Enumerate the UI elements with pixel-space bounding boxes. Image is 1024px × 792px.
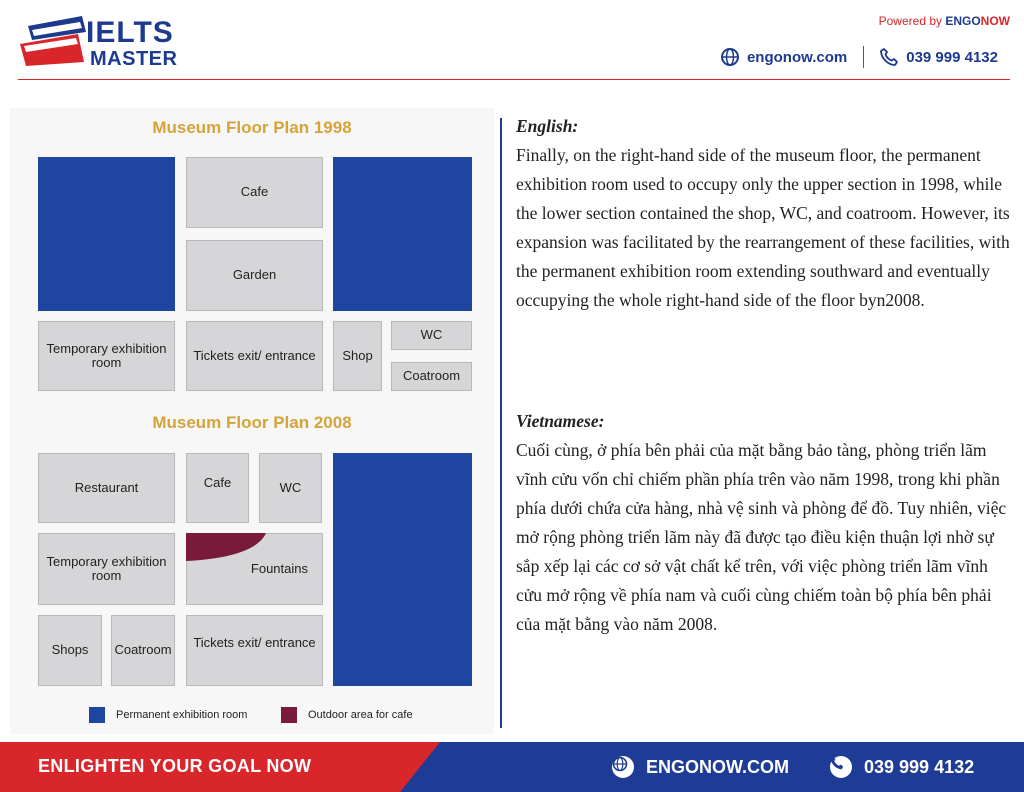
vietnamese-section	[516, 407, 1010, 639]
plan-1998-title: Museum Floor Plan 1998	[152, 118, 352, 137]
permanent-room-left-1998	[38, 157, 175, 311]
vietnamese-paragraph: Cuối cùng, ở phía bên phải của mặt bằng bảo tàng, phòng triển lãm vĩnh cửu vốn chỉ chiếm phần phía trên vào năm 1998, trong khi phần phía dưới chứa cửa hàng, nhà vệ sinh và phòng để đồ. Tuy nhiên, việc mở rộng phòng triển lãm này đã được tạo điều kiện thuận lợi nhờ sự sắp xếp lại các cơ sở vật chất kể trên, với việc phòng triển lãm vĩnh cửu mở rộng về phía nam và cuối cùng chiếm toàn bộ phía bên phải của mặt bằng vào năm 2008.	[516, 440, 1007, 634]
footer-phone-label: 039 999 4132	[864, 756, 975, 777]
legend-outdoor-label: Outdoor area for cafe	[308, 709, 413, 721]
footer-slogan: ENLIGHTEN YOUR GOAL NOW	[38, 756, 312, 776]
plan-2008-title: Museum Floor Plan 2008	[152, 413, 352, 432]
room-cafe-1998: Cafe	[186, 157, 323, 228]
room-coatroom-2008: Coatroom	[111, 615, 175, 686]
legend-permanent-label: Permanent exhibition room	[116, 709, 248, 721]
footer-phone[interactable]	[830, 756, 974, 778]
room-tickets-2008: Tickets exit/ entrance	[186, 615, 323, 686]
permanent-room-right-1998	[333, 157, 472, 311]
logo-line-1: IELTS	[86, 16, 174, 49]
powered-by: Powered by ENGONOW	[878, 14, 1010, 28]
room-wc-1998: WC	[391, 321, 472, 350]
header-website-link[interactable]: engonow.com	[746, 48, 848, 66]
legend-outdoor-swatch	[281, 707, 297, 723]
phone-icon	[880, 48, 898, 66]
logo-line-2: MASTER	[90, 48, 178, 70]
room-temporary-exhibition-1998: Temporary exhibition room	[38, 321, 175, 391]
column-divider	[500, 118, 502, 728]
room-restaurant-2008: Restaurant	[38, 453, 175, 523]
header-contact	[721, 46, 998, 68]
header-phone-link[interactable]: 039 999 4132	[906, 48, 998, 66]
room-shops-2008: Shops	[38, 615, 102, 686]
header-divider	[863, 46, 864, 68]
footer-website[interactable]	[612, 756, 789, 778]
legend-permanent-swatch	[89, 707, 105, 723]
permanent-room-right-2008	[333, 453, 472, 686]
room-shop-1998: Shop	[333, 321, 382, 391]
floor-plan-figure	[10, 108, 494, 734]
english-paragraph: Finally, on the right-hand side of the museum floor, the permanent exhibition room used to occupy only the upper section in 1998, while the lower section contained the shop, WC, and coatroom. However, its expansion was facilitated by the rearrangement of these facilities, with the permanent exhibition room extending southward and eventually occupying the whole right-hand side of the floor byn2008.	[516, 145, 1010, 310]
globe-icon	[612, 756, 634, 778]
vietnamese-heading: Vietnamese:	[516, 411, 605, 431]
outdoor-cafe-area	[186, 533, 268, 563]
footer-bar	[0, 742, 1024, 792]
footer-website-label: ENGONOW.COM	[646, 756, 789, 777]
room-wc-2008: WC	[259, 453, 322, 523]
room-garden-1998: Garden	[186, 240, 323, 311]
room-cafe-2008: Cafe	[186, 453, 249, 523]
english-heading: English:	[516, 116, 579, 136]
room-temporary-exhibition-2008: Temporary exhibition room	[38, 533, 175, 605]
phone-icon	[830, 756, 852, 778]
room-tickets-1998: Tickets exit/ entrance	[186, 321, 323, 391]
english-section	[516, 112, 1010, 315]
room-fountains-2008: Fountains	[186, 533, 323, 605]
globe-icon	[721, 48, 739, 66]
header-divider-line	[18, 79, 1010, 80]
room-coatroom-1998: Coatroom	[391, 362, 472, 391]
